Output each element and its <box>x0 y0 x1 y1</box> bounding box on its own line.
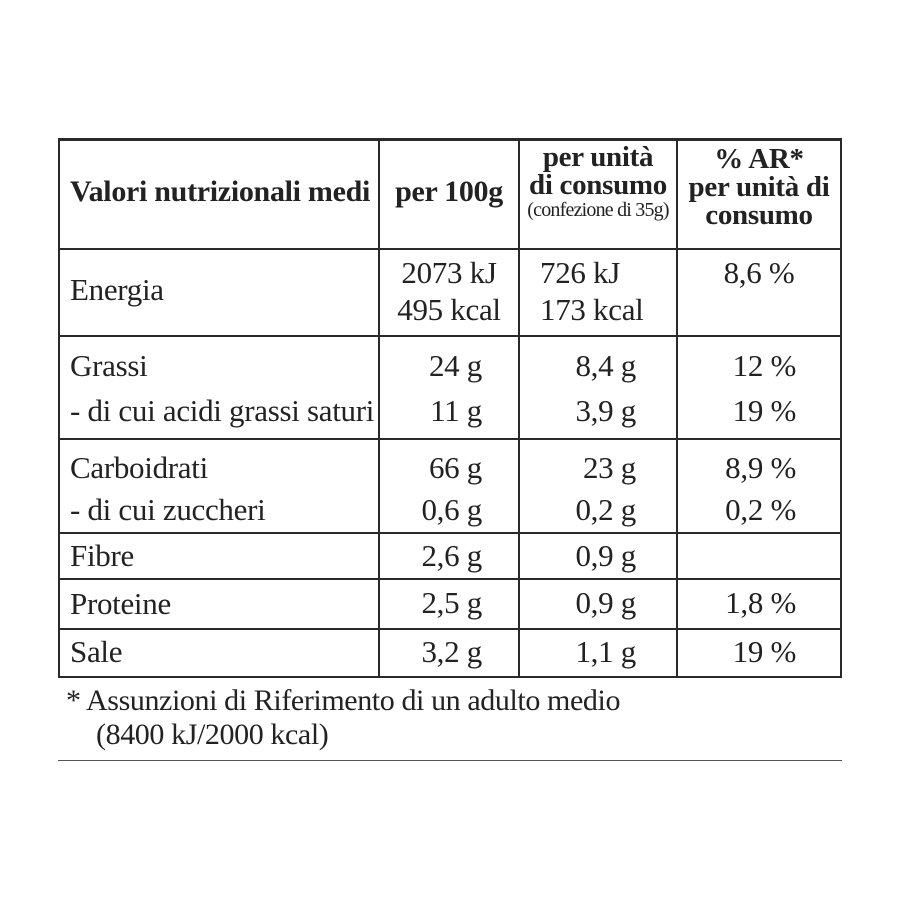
row-label-grassi: Grassi <box>70 348 148 383</box>
fibre-per-100g: 2,6 g <box>421 538 482 573</box>
energia-per-unit-kj: 726 kJ <box>540 255 621 290</box>
header-per-unit-line2: di consumo <box>528 169 667 201</box>
header-ar-line2: per unità di <box>688 171 830 203</box>
footnote-line1: * Assunzioni di Riferimento di un adulto medio <box>66 684 621 717</box>
header-ar-line3: consumo <box>705 199 813 231</box>
row-divider <box>60 335 840 337</box>
header-per-unit-line1: per unità <box>542 141 654 173</box>
energia-per-100g <box>380 254 518 328</box>
row-label-zuccheri: - di cui zuccheri <box>70 492 266 527</box>
carboidrati-ar: 8,9 % <box>725 450 796 485</box>
row-label-sale: Sale <box>70 634 123 669</box>
header-per-100g: per 100g <box>395 175 503 208</box>
zuccheri-per-unit: 0,2 g <box>575 492 636 527</box>
header-per-unit-line3: (confezione di 35g) <box>527 199 669 221</box>
nutrition-table <box>58 138 842 678</box>
sale-ar: 19 % <box>732 634 796 669</box>
bottom-rule <box>58 760 842 761</box>
footnote-line2: (8400 kJ/2000 kcal) <box>96 718 329 751</box>
proteine-per-100g: 2,5 g <box>421 585 482 620</box>
saturi-ar: 19 % <box>732 393 796 428</box>
row-divider <box>60 532 840 534</box>
proteine-per-unit: 0,9 g <box>575 585 636 620</box>
zuccheri-per-100g: 0,6 g <box>421 492 482 527</box>
row-divider <box>60 438 840 440</box>
proteine-ar: 1,8 % <box>725 585 796 620</box>
saturi-per-100g: 11 g <box>430 393 482 428</box>
sale-per-unit: 1,1 g <box>575 634 636 669</box>
row-label-proteine: Proteine <box>70 586 171 621</box>
grassi-per-100g: 24 g <box>428 348 482 383</box>
carboidrati-per-100g: 66 g <box>428 450 482 485</box>
header-nutrient: Valori nutrizionali medi <box>70 175 371 208</box>
carboidrati-per-unit: 23 g <box>582 450 636 485</box>
sale-per-100g: 3,2 g <box>421 634 482 669</box>
grassi-per-unit: 8,4 g <box>575 348 636 383</box>
energia-per-100g-kcal: 495 kcal <box>397 292 501 327</box>
header-ar-line1: % AR* <box>714 143 804 175</box>
row-divider <box>60 628 840 630</box>
row-divider <box>60 248 840 250</box>
energia-per-unit-kcal: 173 kcal <box>540 292 644 327</box>
energia-per-unit <box>520 254 676 328</box>
row-label-carboidrati: Carboidrati <box>70 450 208 485</box>
energia-per-100g-kj: 2073 kJ <box>401 255 497 290</box>
row-divider <box>60 578 840 580</box>
header-per-unit <box>520 143 676 221</box>
energia-ar: 8,6 % <box>723 255 795 290</box>
row-label-energia: Energia <box>70 272 164 307</box>
header-ar <box>678 145 840 229</box>
fibre-per-unit: 0,9 g <box>575 538 636 573</box>
saturi-per-unit: 3,9 g <box>575 393 636 428</box>
row-label-saturi: - di cui acidi grassi saturi <box>70 393 375 428</box>
grassi-ar: 12 % <box>732 348 796 383</box>
row-label-fibre: Fibre <box>70 538 134 573</box>
footnote <box>66 684 620 752</box>
zuccheri-ar: 0,2 % <box>725 492 796 527</box>
